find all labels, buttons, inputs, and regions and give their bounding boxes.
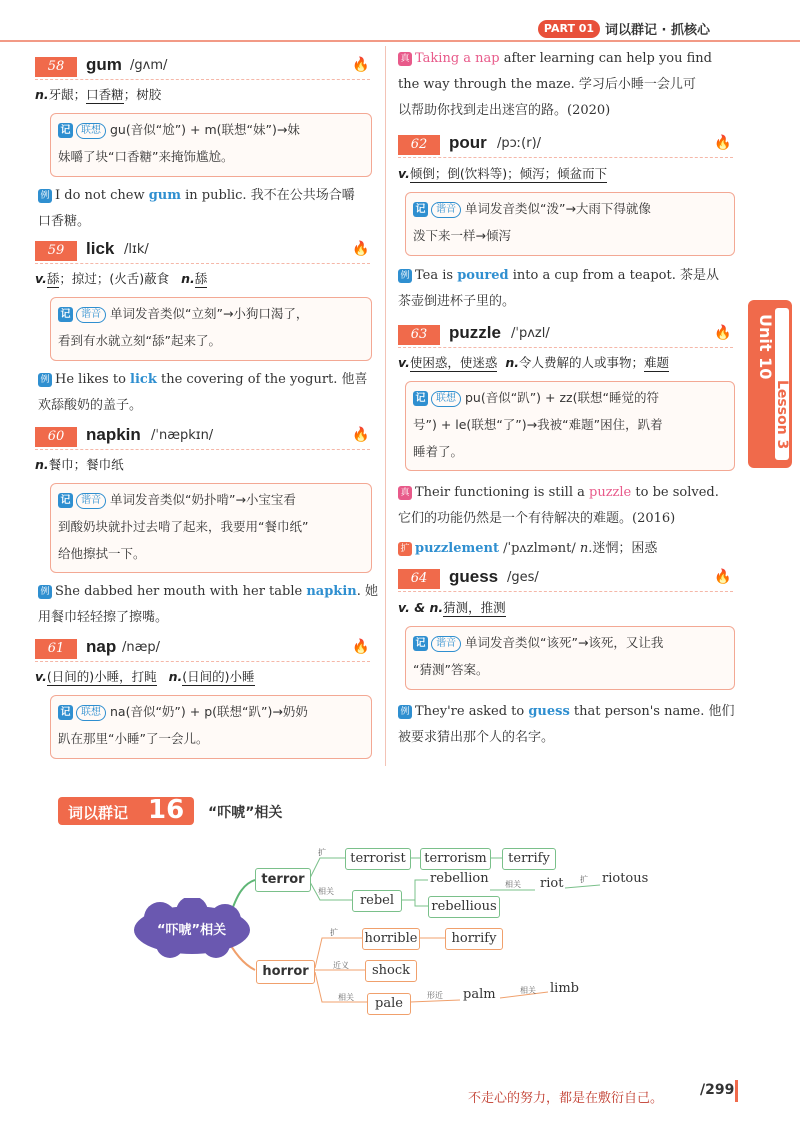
word-headword: napkin — [86, 425, 141, 444]
word-divider — [35, 661, 370, 663]
footer-accent-bar — [735, 1080, 738, 1102]
tag-related: 相关 — [505, 880, 521, 889]
example-sentence: 例 I do not chew gum in public. 我不在公共场合嚼 口香糖。 — [38, 188, 355, 229]
exam-icon: 真 — [398, 52, 412, 66]
mindmap-center-label: “吓唬”相关 — [157, 923, 227, 938]
node-riotous: riotous — [602, 871, 649, 886]
word-meaning: v.(日间的)小睡，打盹 n.(日间的)小睡 — [35, 669, 255, 684]
example-icon: 例 — [38, 373, 52, 387]
memory-text: 记 联想 gu(音似“尬”) + m(联想“妹”)→妹 妹嚼了块“口香糖”来掩饰尴尬。 — [58, 122, 300, 164]
word-meaning: v.使困惑，使迷惑 n.令人费解的人或事物；难题 — [398, 355, 670, 370]
exam-icon: 真 — [398, 486, 412, 500]
word-phonetic: /ges/ — [507, 570, 539, 585]
example-icon: 例 — [398, 705, 412, 719]
word-divider — [35, 449, 370, 451]
word-headword: gum — [86, 55, 122, 74]
part-badge: PART 01 — [538, 20, 600, 38]
tag-related: 相关 — [520, 986, 536, 995]
word-number: 62 — [398, 135, 440, 155]
flame-icon: 🔥 — [714, 569, 732, 585]
word-divider — [35, 263, 370, 265]
word-number: 63 — [398, 325, 440, 345]
word-meaning: v. & n.猜测，推测 — [398, 600, 506, 615]
memory-text: 记 谐音 单词发音类似“该死”→该死，又让我 “猜测”答案。 — [413, 635, 664, 677]
word-headword: nap — [86, 637, 117, 656]
word-meaning: v.倾倒；倒(饮料等)；倾泻；倾盆而下 — [398, 166, 608, 181]
side-tab-lesson: Lesson 3 — [774, 380, 790, 450]
example-icon: 例 — [38, 189, 52, 203]
tag-synonym: 近义 — [333, 961, 349, 970]
word-divider — [398, 591, 733, 593]
word-phonetic: /næp/ — [122, 640, 161, 655]
word-meaning: n.牙龈；口香糖；树胶 — [35, 87, 162, 102]
node-pale: pale — [367, 993, 411, 1015]
node-limb: limb — [550, 981, 579, 996]
memory-text: 记 谐音 单词发音类似“奶扑啃”→小宝宝看 到酸奶块就扑过去啃了起来，我要用“餐巾纸” 给他擦拭一下。 — [58, 492, 309, 561]
word-headword: pour — [449, 133, 487, 152]
node-horrible: horrible — [362, 928, 420, 950]
word-meaning: n.餐巾；餐巾纸 — [35, 457, 124, 472]
word-headword: lick — [86, 239, 115, 258]
word-phonetic: /gʌm/ — [130, 58, 168, 73]
word-headword: puzzle — [449, 323, 501, 342]
word-headword: guess — [449, 567, 499, 586]
word-number: 58 — [35, 57, 77, 77]
node-rebellious: rebellious — [428, 896, 500, 918]
exam-sentence: 真 Taking a nap after learning can help you find the way through the maze. 学习后小睡一会儿可 以帮助你找到走出迷宫的路。(2020) — [398, 51, 712, 118]
example-sentence: 例 Tea is poured into a cup from a teapot. 茶是从 茶壶倒进杯子里的。 — [398, 268, 719, 309]
example-sentence: 例 They're asked to guess that person's name. 他们 被要求猜出那个人的名字。 — [398, 704, 735, 745]
group-label: 词以群记 — [68, 804, 129, 822]
unit-side-tab — [748, 300, 792, 468]
word-number: 61 — [35, 639, 77, 659]
tag-extension: 扩 — [580, 875, 588, 884]
page-number: /299 — [700, 1082, 735, 1098]
tag-similar-form: 形近 — [427, 991, 443, 1000]
node-shock: shock — [365, 960, 417, 982]
word-divider — [398, 347, 733, 349]
flame-icon: 🔥 — [352, 427, 370, 443]
node-terrify: terrify — [502, 848, 556, 870]
example-sentence: 例 He likes to lick the covering of the yogurt. 他喜 欢舔酸奶的盖子。 — [38, 372, 368, 413]
example-icon: 例 — [38, 585, 52, 599]
memory-text: 记 联想 na(音似“奶”) + p(联想“趴”)→奶奶 趴在那里“小睡”了一会儿。 — [58, 704, 308, 746]
word-divider — [35, 79, 370, 81]
node-terrorism: terrorism — [420, 848, 491, 870]
flame-icon: 🔥 — [714, 325, 732, 341]
flame-icon: 🔥 — [352, 241, 370, 257]
tag-related: 相关 — [318, 887, 334, 896]
word-meaning: v.舔；掠过；(火舌)蔽食 n.舔 — [35, 271, 208, 286]
node-terrorist: terrorist — [345, 848, 411, 870]
node-horror: horror — [256, 960, 315, 984]
example-icon: 例 — [398, 269, 412, 283]
node-rebel: rebel — [352, 890, 402, 912]
side-tab-unit: Unit 10 — [756, 314, 775, 380]
flame-icon: 🔥 — [352, 57, 370, 73]
flame-icon: 🔥 — [352, 639, 370, 655]
node-rebellion: rebellion — [430, 871, 489, 886]
memo-icon: 记 — [413, 636, 428, 651]
memory-text: 记 谐音 单词发音类似“泼”→大雨下得就像 泼下来一样→倾泻 — [413, 201, 651, 243]
memo-icon: 记 — [58, 123, 73, 138]
memory-text: 记 谐音 单词发音类似“立刻”→小狗口渴了， 看到有水就立刻“舔”起来了。 — [58, 306, 309, 348]
word-phonetic: /ˈnæpkɪn/ — [151, 428, 214, 443]
node-horrify: horrify — [445, 928, 503, 950]
footer-motto: 不走心的努力，都是在敷衍自己。 — [468, 1091, 664, 1106]
memo-icon: 记 — [58, 307, 73, 322]
header-divider — [0, 40, 800, 42]
exam-sentence: 真 Their functioning is still a puzzle to be solved. 它们的功能仍然是一个有待解决的难题。(2016) — [398, 485, 719, 526]
group-title: “吓唬”相关 — [208, 805, 283, 821]
word-number: 59 — [35, 241, 77, 261]
extension-icon: 扩 — [398, 542, 412, 556]
node-riot: riot — [540, 876, 564, 891]
memory-text: 记 联想 pu(音似“趴”) + zz(联想“睡觉的符 号”) + le(联想“了”)→我被“难题”困住，趴着 睡着了。 — [413, 390, 663, 459]
word-number: 64 — [398, 569, 440, 589]
flame-icon: 🔥 — [714, 135, 732, 151]
memo-icon: 记 — [413, 202, 428, 217]
word-phonetic: /lɪk/ — [124, 242, 149, 257]
example-sentence: 例 She dabbed her mouth with her table napkin. 她 用餐巾轻轻擦了擦嘴。 — [38, 584, 378, 625]
word-phonetic: /ˈpʌzl/ — [511, 326, 550, 341]
node-palm: palm — [463, 987, 496, 1002]
extension-word: 扩 puzzlement /ˈpʌzlmənt/ n.迷惘；困惑 — [398, 536, 743, 562]
word-number: 60 — [35, 427, 77, 447]
word-phonetic: /pɔː(r)/ — [497, 136, 542, 151]
memo-icon: 记 — [58, 705, 73, 720]
column-divider — [385, 46, 386, 766]
tag-related: 相关 — [338, 993, 354, 1002]
node-terror: terror — [255, 868, 311, 892]
memo-icon: 记 — [58, 493, 73, 508]
word-divider — [398, 157, 733, 159]
tag-extension: 扩 — [318, 848, 326, 857]
group-number: 16 — [148, 795, 185, 825]
header-title: 词以群记 · 抓核心 — [605, 23, 710, 38]
memo-icon: 记 — [413, 391, 428, 406]
group-banner — [58, 797, 194, 825]
tag-extension: 扩 — [330, 928, 338, 937]
